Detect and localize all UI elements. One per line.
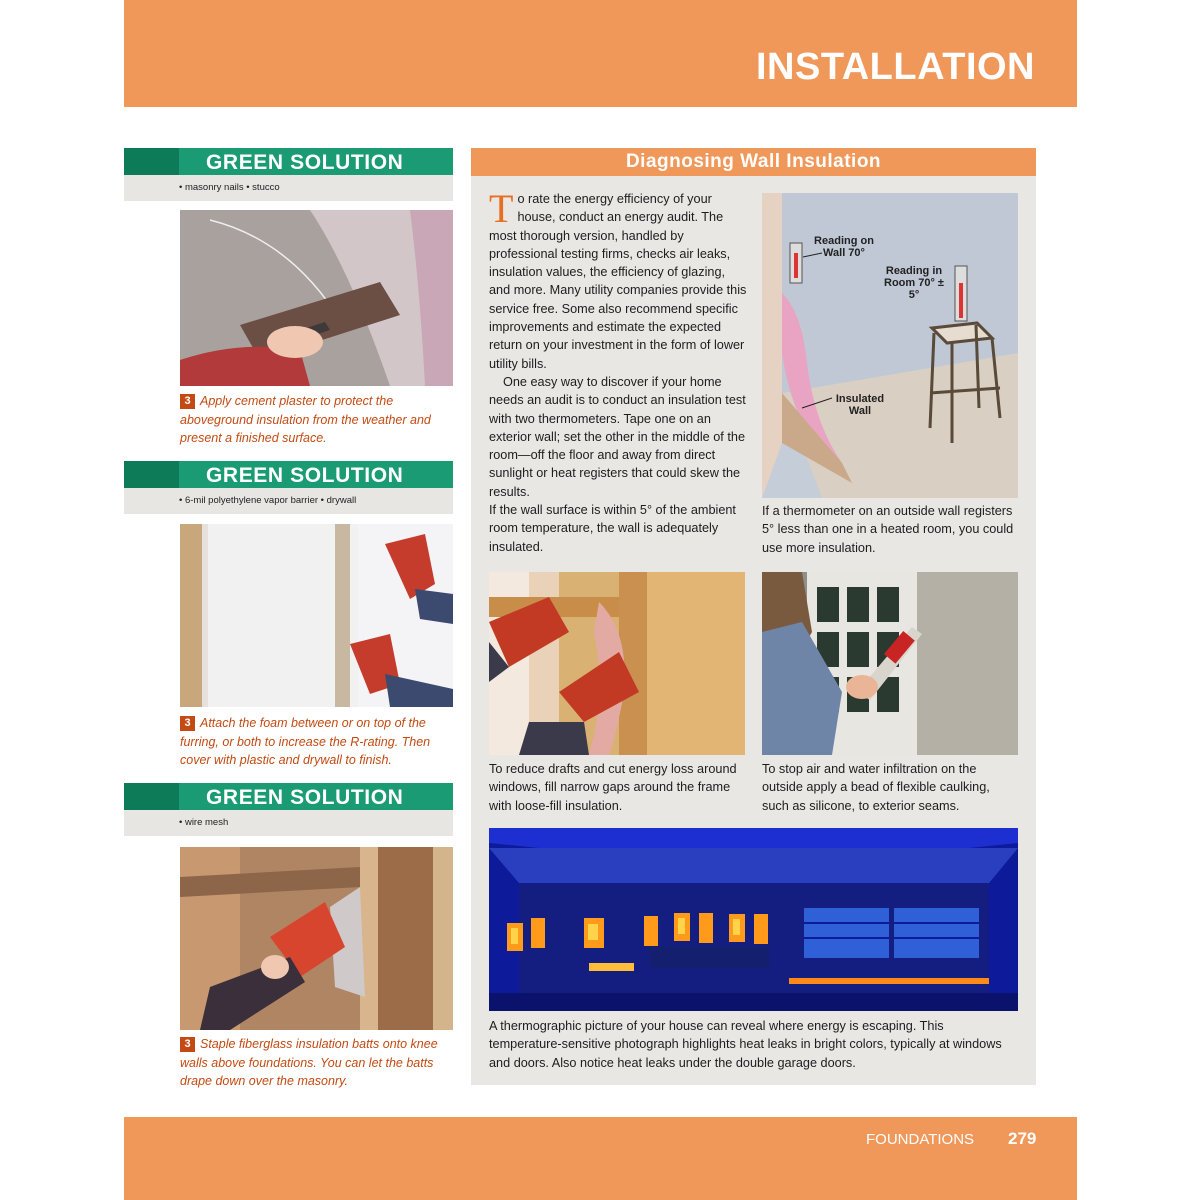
step-number: 3 xyxy=(180,716,195,731)
green-solution-banner-2 xyxy=(124,461,453,488)
photo-caulking xyxy=(762,572,1018,755)
photo-caulking-caption: To stop air and water infiltration on the outside apply a bead of flexible caulking, such as silicone, to exterior seams. xyxy=(762,762,990,813)
green-solution-banner-1 xyxy=(124,148,453,175)
photo-cement-plaster xyxy=(180,210,453,386)
step-number: 3 xyxy=(180,1037,195,1052)
page-number: 279 xyxy=(1008,1129,1037,1148)
header-band xyxy=(124,0,1077,107)
diagram-label-room: Reading in Room 70° ± 5° xyxy=(884,265,944,301)
drop-cap: T xyxy=(489,186,514,231)
materials-list: • wire mesh xyxy=(179,817,229,828)
materials-strip-3 xyxy=(124,810,453,836)
materials-strip-2 xyxy=(124,488,453,514)
caption-text: Staple fiberglass insulation batts onto knee walls above foundations. You can let the batts drape down over the masonry. xyxy=(180,1037,438,1088)
paragraph-3: If the wall surface is within 5° of the ambient room temperature, the wall is adequately insulated. xyxy=(489,503,736,554)
step-caption-1 xyxy=(180,392,456,448)
banner-tab xyxy=(124,783,179,810)
green-solution-title: GREEN SOLUTION xyxy=(206,464,404,487)
step-number: 3 xyxy=(180,394,195,409)
banner-tab xyxy=(124,461,179,488)
green-solution-banner-3 xyxy=(124,783,453,810)
thermographic-caption: A thermographic picture of your house can reveal where energy is escaping. This temperature-sensitive photograph highlights heat leaks in bright colors, typically at windows and doors. Also notice heat leaks under the double garage doors. xyxy=(489,1019,1002,1070)
step-caption-3 xyxy=(180,1035,456,1091)
photo-thermographic-house xyxy=(489,828,1018,1011)
footer-section-name: FOUNDATIONS xyxy=(866,1131,975,1148)
paragraph-1-text: o rate the energy efficiency of your house, conduct an energy audit. The most thorough version, handled by professional testing firms, checks air leaks, insulation values, the efficiency of glazing, and more. Many utility companies provide this service free. Some also recommend specific improvements and estimate the expected return on your investment in the form of lower utility bills. xyxy=(489,192,747,371)
caption-text: Apply cement plaster to protect the aboveground insulation from the weather and present a finished surface. xyxy=(180,394,431,445)
caption-text: Attach the foam between or on top of the furring, or both to increase the R-rating. Then cover with plastic and drywall to finish. xyxy=(180,716,431,767)
paragraph-1 xyxy=(489,186,747,373)
diagram-caption: If a thermometer on an outside wall registers 5° less than one in a heated room, you could use more insulation. xyxy=(762,504,1014,555)
green-solution-title: GREEN SOLUTION xyxy=(206,786,404,809)
photo-window-gaps xyxy=(489,572,745,755)
thermometer-diagram xyxy=(762,193,1018,498)
paragraph-2: One easy way to discover if your home needs an audit is to conduct an insulation test with two thermometers. Tape one on an exterior wall; set the other in the middle of the room—off the floor and away from direct sunlight or heat registers that could skew the results. xyxy=(489,374,746,499)
photo-foam-board xyxy=(180,524,453,707)
diagram-label-wall: Reading on Wall 70° xyxy=(814,235,874,259)
sidebar-title-bar xyxy=(471,148,1036,176)
diagram-label-insulated: Insulated Wall xyxy=(835,393,885,417)
footer-band xyxy=(124,1117,1077,1200)
sidebar-body-text xyxy=(489,186,747,556)
step-caption-2 xyxy=(180,714,456,770)
materials-strip-1 xyxy=(124,175,453,201)
banner-tab xyxy=(124,148,179,175)
page-title: INSTALLATION xyxy=(756,46,1035,88)
photo-window-gaps-caption: To reduce drafts and cut energy loss around windows, fill narrow gaps around the frame with loose-fill insulation. xyxy=(489,762,737,813)
photo-fiberglass-batts xyxy=(180,847,453,1030)
sidebar-title: Diagnosing Wall Insulation xyxy=(625,151,882,172)
green-solution-title: GREEN SOLUTION xyxy=(206,151,404,174)
materials-list: • 6-mil polyethylene vapor barrier • drywall xyxy=(179,495,357,506)
materials-list: • masonry nails • stucco xyxy=(179,182,280,193)
